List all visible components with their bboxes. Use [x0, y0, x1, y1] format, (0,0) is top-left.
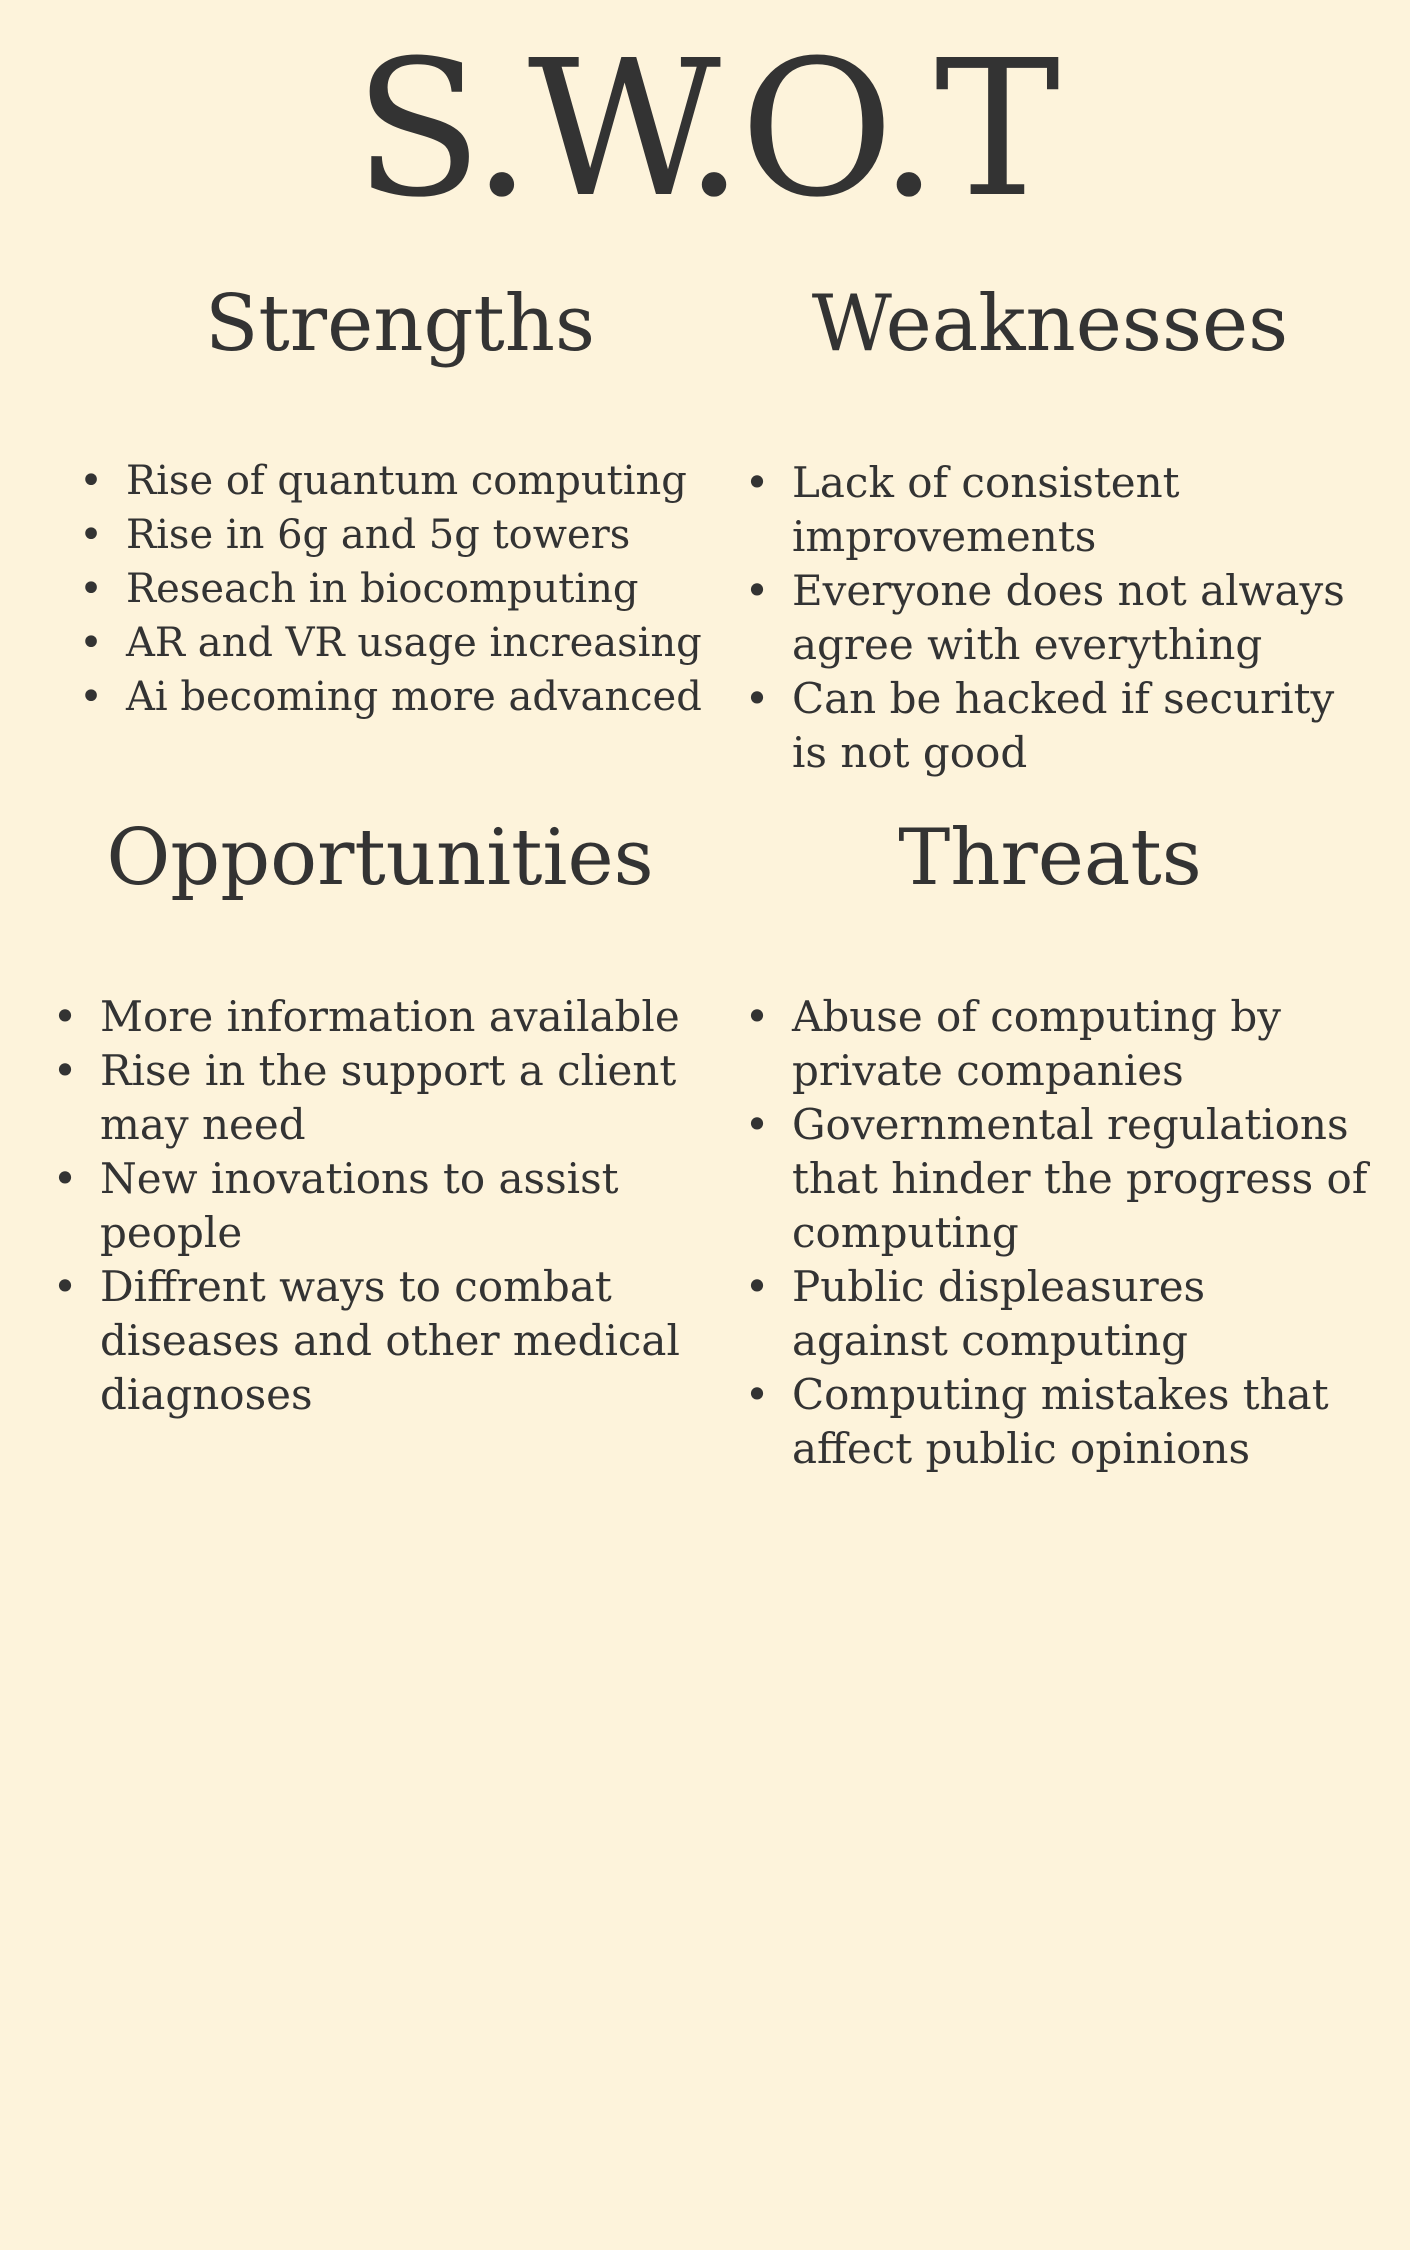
list-item: • Rise of quantum computing [76, 454, 730, 508]
list-item: • New inovations to assist people [50, 1152, 680, 1260]
weaknesses-list [742, 456, 1372, 780]
list-item: • Rise in the support a client may need [50, 1044, 680, 1152]
threats-heading: Threats [898, 813, 1202, 903]
list-item: • Reseach in biocomputing [76, 562, 730, 616]
threats-section [720, 808, 1380, 1476]
weaknesses-heading: Weaknesses [811, 279, 1289, 369]
list-item: • Ai becoming more advanced [76, 670, 730, 724]
opportunities-section [50, 808, 710, 1422]
list-item: • Governmental regulations that hinder the progress of computing [742, 1098, 1372, 1260]
list-item: • Everyone does not always agree with everything [742, 564, 1372, 672]
list-item: • Lack of consistent improvements [742, 456, 1372, 564]
list-item: • Abuse of computing by private companies [742, 990, 1372, 1098]
opportunities-heading: Opportunities [106, 813, 654, 903]
list-item: • AR and VR usage increasing [76, 616, 730, 670]
list-item: • Diffrent ways to combat diseases and other medical diagnoses [50, 1260, 680, 1422]
weaknesses-section [720, 274, 1380, 780]
strengths-list [76, 454, 730, 724]
strengths-heading: Strengths [205, 279, 595, 369]
list-item: • More information available [50, 990, 680, 1044]
page-title: S.W.O.T [353, 20, 1057, 239]
list-item: • Can be hacked if security is not good [742, 672, 1372, 780]
list-item: • Public displeasures against computing [742, 1260, 1372, 1368]
opportunities-list [50, 990, 680, 1422]
list-item: • Computing mistakes that affect public opinions [742, 1368, 1372, 1476]
list-item: • Rise in 6g and 5g towers [76, 508, 730, 562]
threats-list [742, 990, 1372, 1476]
strengths-section [70, 274, 730, 724]
